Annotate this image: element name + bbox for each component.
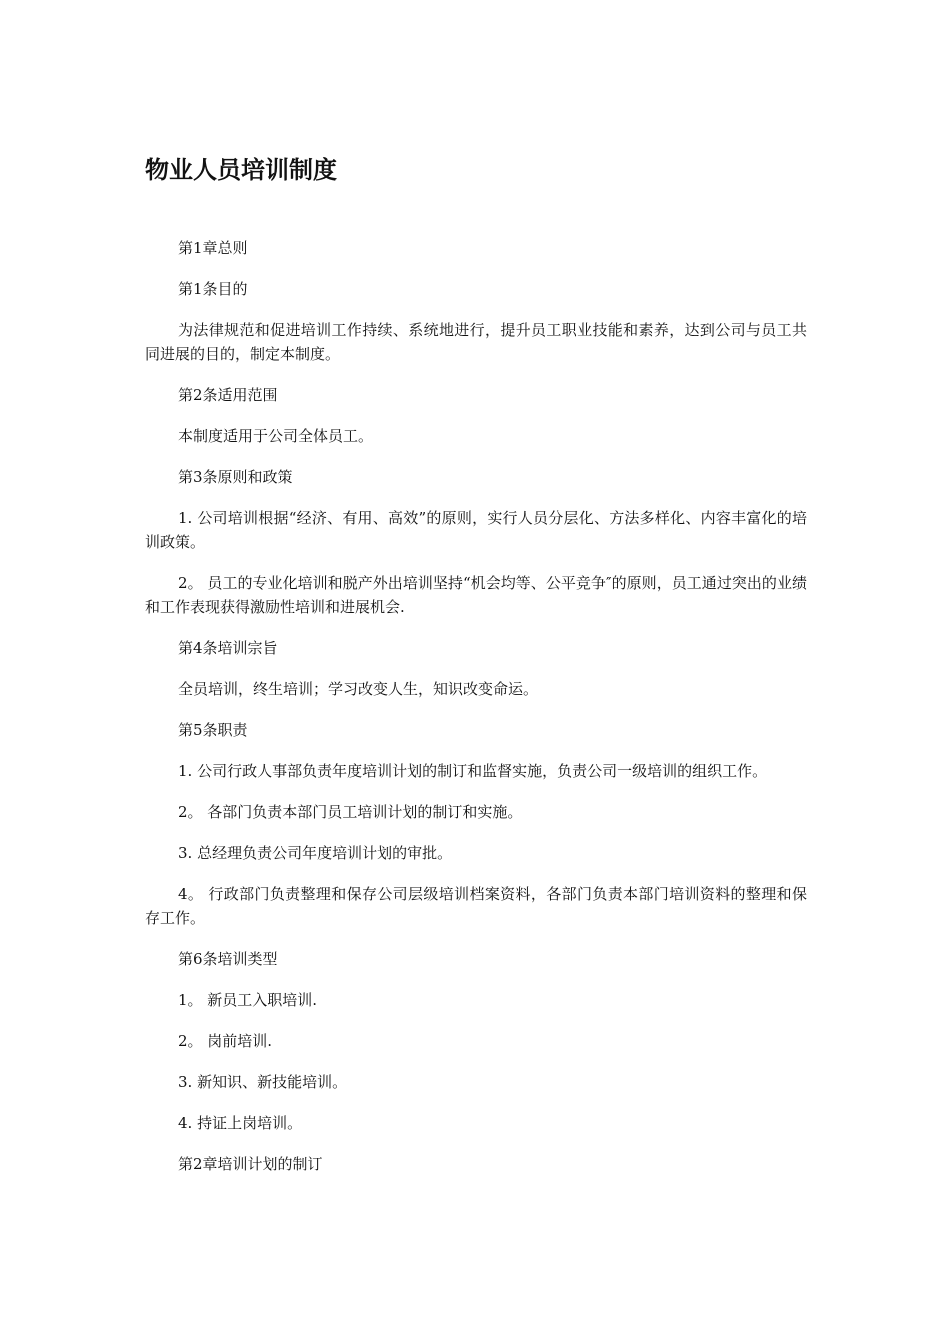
list-item: 2。 员工的专业化培训和脱产外出培训坚持“机会均等、公平竞争″的原则，员工通过突出的业绩和工作表现获得激励性培训和进展机会. xyxy=(145,574,807,616)
list-item: 1. 公司行政人事部负责年度培训计划的制订和监督实施，负责公司一级培训的组织工作。 xyxy=(178,762,768,780)
paragraph: 全员培训，终生培训；学习改变人生，知识改变命运。 xyxy=(178,680,539,698)
document-body xyxy=(145,236,807,1193)
paragraph: 本制度适用于公司全体员工。 xyxy=(178,427,374,445)
list-item: 4。 行政部门负责整理和保存公司层级培训档案资料，各部门负责本部门培训资料的整理和保存工作。 xyxy=(145,885,807,927)
article-heading: 第3条原则和政策 xyxy=(178,468,293,486)
article-heading: 第2条适用范围 xyxy=(178,386,278,404)
article-heading: 第1条目的 xyxy=(178,280,248,298)
article-heading: 第5条职责 xyxy=(178,721,248,739)
document-title: 物业人员培训制度 xyxy=(145,156,337,184)
article-heading: 第4条培训宗旨 xyxy=(178,639,278,657)
list-item: 2。 岗前培训. xyxy=(178,1032,273,1050)
list-item: 4. 持证上岗培训。 xyxy=(178,1114,303,1132)
list-item: 3. 总经理负责公司年度培训计划的审批。 xyxy=(178,844,453,862)
list-item: 3. 新知识、新技能培训。 xyxy=(178,1073,348,1091)
list-item: 1. 公司培训根据“经济、有用、高效”的原则，实行人员分层化、方法多样化、内容丰富化的培训政策。 xyxy=(145,509,807,551)
paragraph: 为法律规范和促进培训工作持续、系统地进行，提升员工职业技能和素养，达到公司与员工共同进展的目的，制定本制度。 xyxy=(145,321,807,363)
list-item: 2。 各部门负责本部门员工培训计划的制订和实施。 xyxy=(178,803,523,821)
article-heading: 第6条培训类型 xyxy=(178,950,278,968)
list-item: 1。 新员工入职培训. xyxy=(178,991,318,1009)
chapter-heading: 第2章培训计划的制订 xyxy=(178,1155,323,1173)
chapter-heading: 第1章总则 xyxy=(178,239,248,257)
